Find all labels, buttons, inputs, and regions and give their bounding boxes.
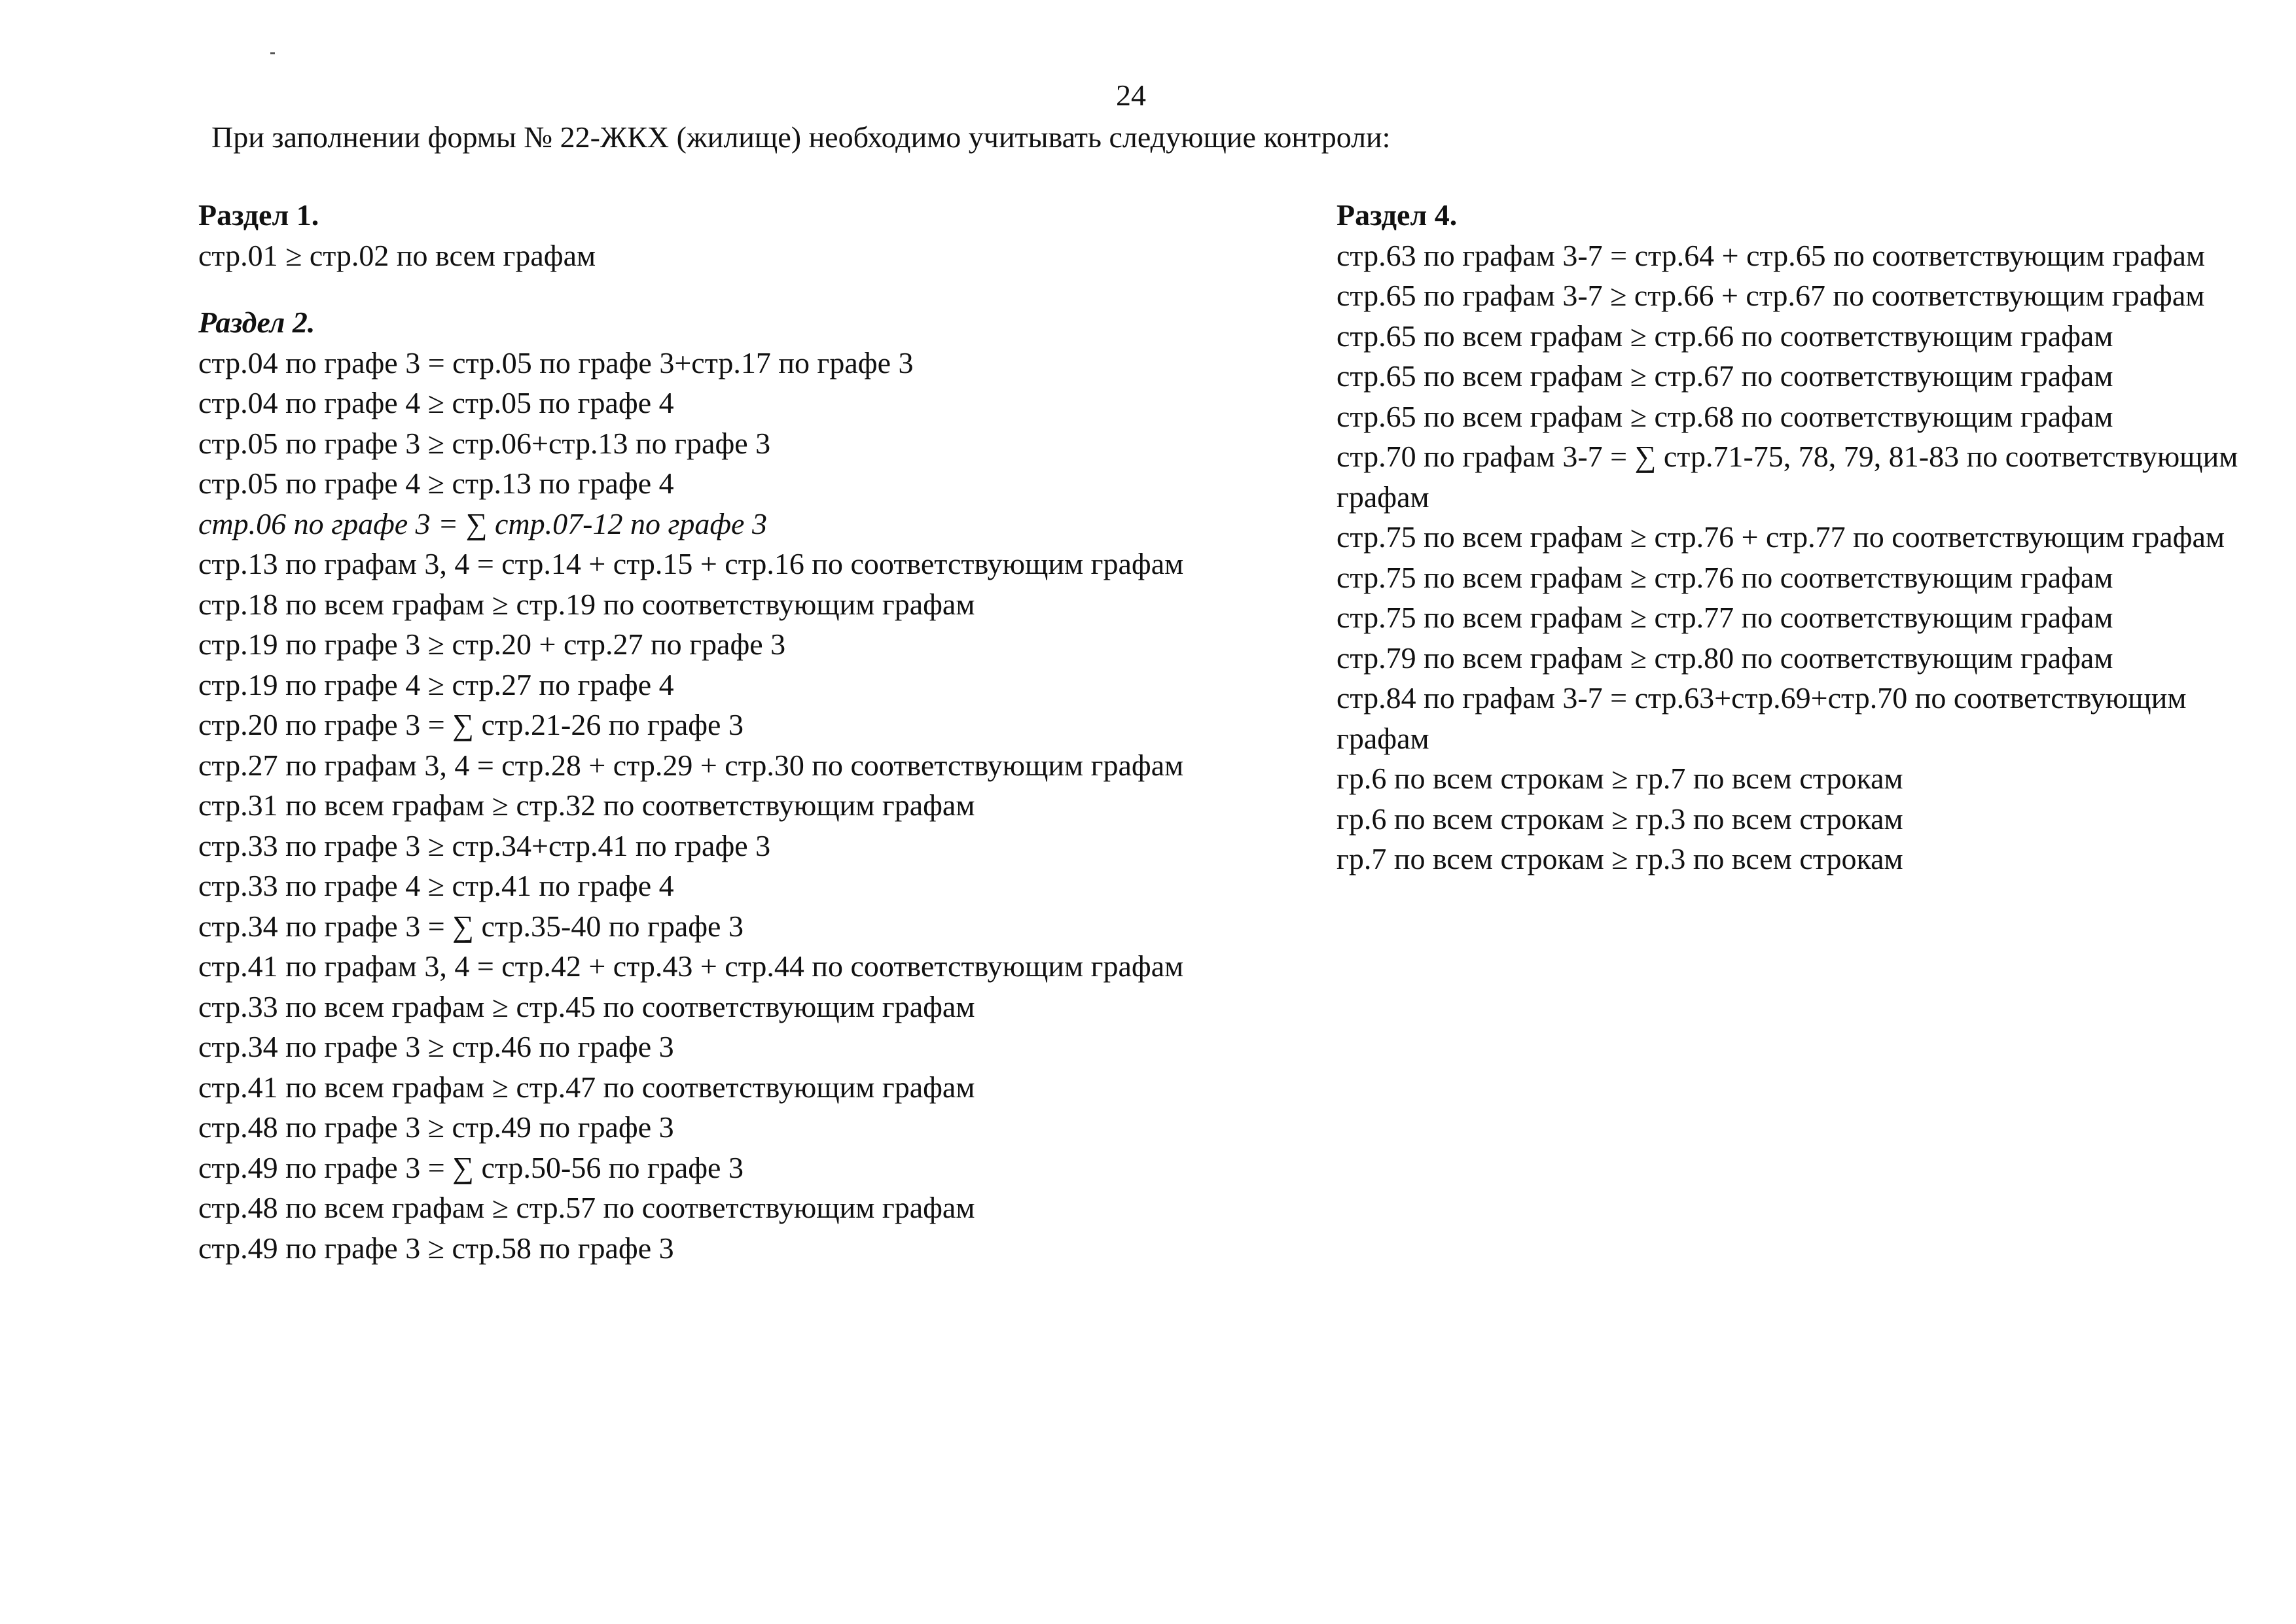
control-rule: стр.31 по всем графам ≥ стр.32 по соответствующим графам (198, 788, 975, 822)
control-rule: стр.33 по всем графам ≥ стр.45 по соответствующим графам (198, 989, 975, 1023)
control-rule: стр.75 по всем графам ≥ стр.76 + стр.77 по соответствующим графам (1336, 520, 2225, 554)
control-rule: стр.79 по всем графам ≥ стр.80 по соответствующим графам (1336, 641, 2113, 675)
control-rule: стр.13 по графам 3, 4 = стр.14 + стр.15 + стр.16 по соответствующим графам (198, 547, 1184, 580)
control-rule: стр.41 по всем графам ≥ стр.47 по соответствующим графам (198, 1070, 975, 1104)
left-column (198, 195, 1324, 1268)
control-rule: стр.20 по графе 3 = ∑ стр.21-26 по графе 3 (198, 708, 744, 741)
control-rule: стр.70 по графам 3-7 = ∑ стр.71-75, 78, 79, 81-83 по соответствующим графам (1336, 440, 2238, 514)
section-4-heading: Раздел 4. (1336, 198, 1458, 232)
control-rule: стр.49 по графе 3 = ∑ стр.50-56 по графе 3 (198, 1150, 744, 1184)
control-rule: стр.75 по всем графам ≥ стр.77 по соответствующим графам (1336, 601, 2113, 634)
intro-text: При заполнении формы № 22-ЖКХ (жилище) необходимо учитывать следующие контроли: (211, 120, 1391, 154)
control-rule: стр.41 по графам 3, 4 = стр.42 + стр.43 + стр.44 по соответствующим графам (198, 949, 1184, 983)
control-rule: стр.19 по графе 3 ≥ стр.20 + стр.27 по графе 3 (198, 627, 786, 661)
control-rule: гр.6 по всем строкам ≥ гр.7 по всем строкам (1336, 762, 1903, 795)
control-rule: стр.75 по всем графам ≥ стр.76 по соответствующим графам (1336, 560, 2113, 594)
control-rule: стр.05 по графе 3 ≥ стр.06+стр.13 по графе 3 (198, 426, 771, 460)
control-rule: стр.34 по графе 3 = ∑ стр.35-40 по графе 3 (198, 909, 744, 943)
control-rule: стр.63 по графам 3-7 = стр.64 + стр.65 по соответствующим графам (1336, 238, 2206, 272)
control-rule: стр.04 по графе 3 = стр.05 по графе 3+стр.17 по графе 3 (198, 345, 914, 380)
right-column (1336, 195, 2240, 879)
control-rule: стр.33 по графе 3 ≥ стр.34+стр.41 по графе 3 (198, 828, 771, 862)
section-gap (198, 275, 1324, 302)
control-rule: стр.27 по графам 3, 4 = стр.28 + стр.29 + стр.30 по соответствующим графам (198, 748, 1184, 782)
control-rule: стр.49 по графе 3 ≥ стр.58 по графе 3 (198, 1231, 674, 1265)
control-rule: стр.34 по графе 3 ≥ стр.46 по графе 3 (198, 1030, 674, 1063)
control-rule: стр.06 по графе 3 = ∑ стр.07-12 по графе 3 (198, 506, 767, 540)
control-rule: стр.18 по всем графам ≥ стр.19 по соответствующим графам (198, 587, 975, 621)
control-rule: стр.19 по графе 4 ≥ стр.27 по графе 4 (198, 667, 674, 701)
section-2-heading: Раздел 2. (198, 306, 315, 339)
control-rule: гр.6 по всем строкам ≥ гр.3 по всем строкам (1336, 802, 1903, 836)
section-1-heading: Раздел 1. (198, 198, 319, 232)
control-rule: стр.05 по графе 4 ≥ стр.13 по графе 4 (198, 467, 674, 500)
control-rule: стр.65 по всем графам ≥ стр.68 по соответствующим графам (1336, 399, 2113, 433)
control-rule: стр.01 ≥ стр.02 по всем графам (198, 238, 596, 272)
control-rule: гр.7 по всем строкам ≥ гр.3 по всем строкам (1336, 842, 1903, 875)
control-rule: стр.48 по графе 3 ≥ стр.49 по графе 3 (198, 1110, 674, 1144)
control-rule: стр.84 по графам 3-7 = стр.63+стр.69+стр.70 по соответствующим графам (1336, 681, 2187, 755)
scan-speck (270, 52, 275, 54)
control-rule: стр.65 по всем графам ≥ стр.67 по соответствующим графам (1336, 359, 2113, 393)
control-rule: стр.65 по графам 3-7 ≥ стр.66 + стр.67 по соответствующим графам (1336, 279, 2205, 312)
page-number: 24 (1116, 79, 1146, 112)
control-rule: стр.48 по всем графам ≥ стр.57 по соответствующим графам (198, 1191, 975, 1224)
control-rule: стр.04 по графе 4 ≥ стр.05 по графе 4 (198, 386, 674, 419)
control-rule: стр.33 по графе 4 ≥ стр.41 по графе 4 (198, 869, 674, 902)
control-rule: стр.65 по всем графам ≥ стр.66 по соответствующим графам (1336, 319, 2113, 353)
